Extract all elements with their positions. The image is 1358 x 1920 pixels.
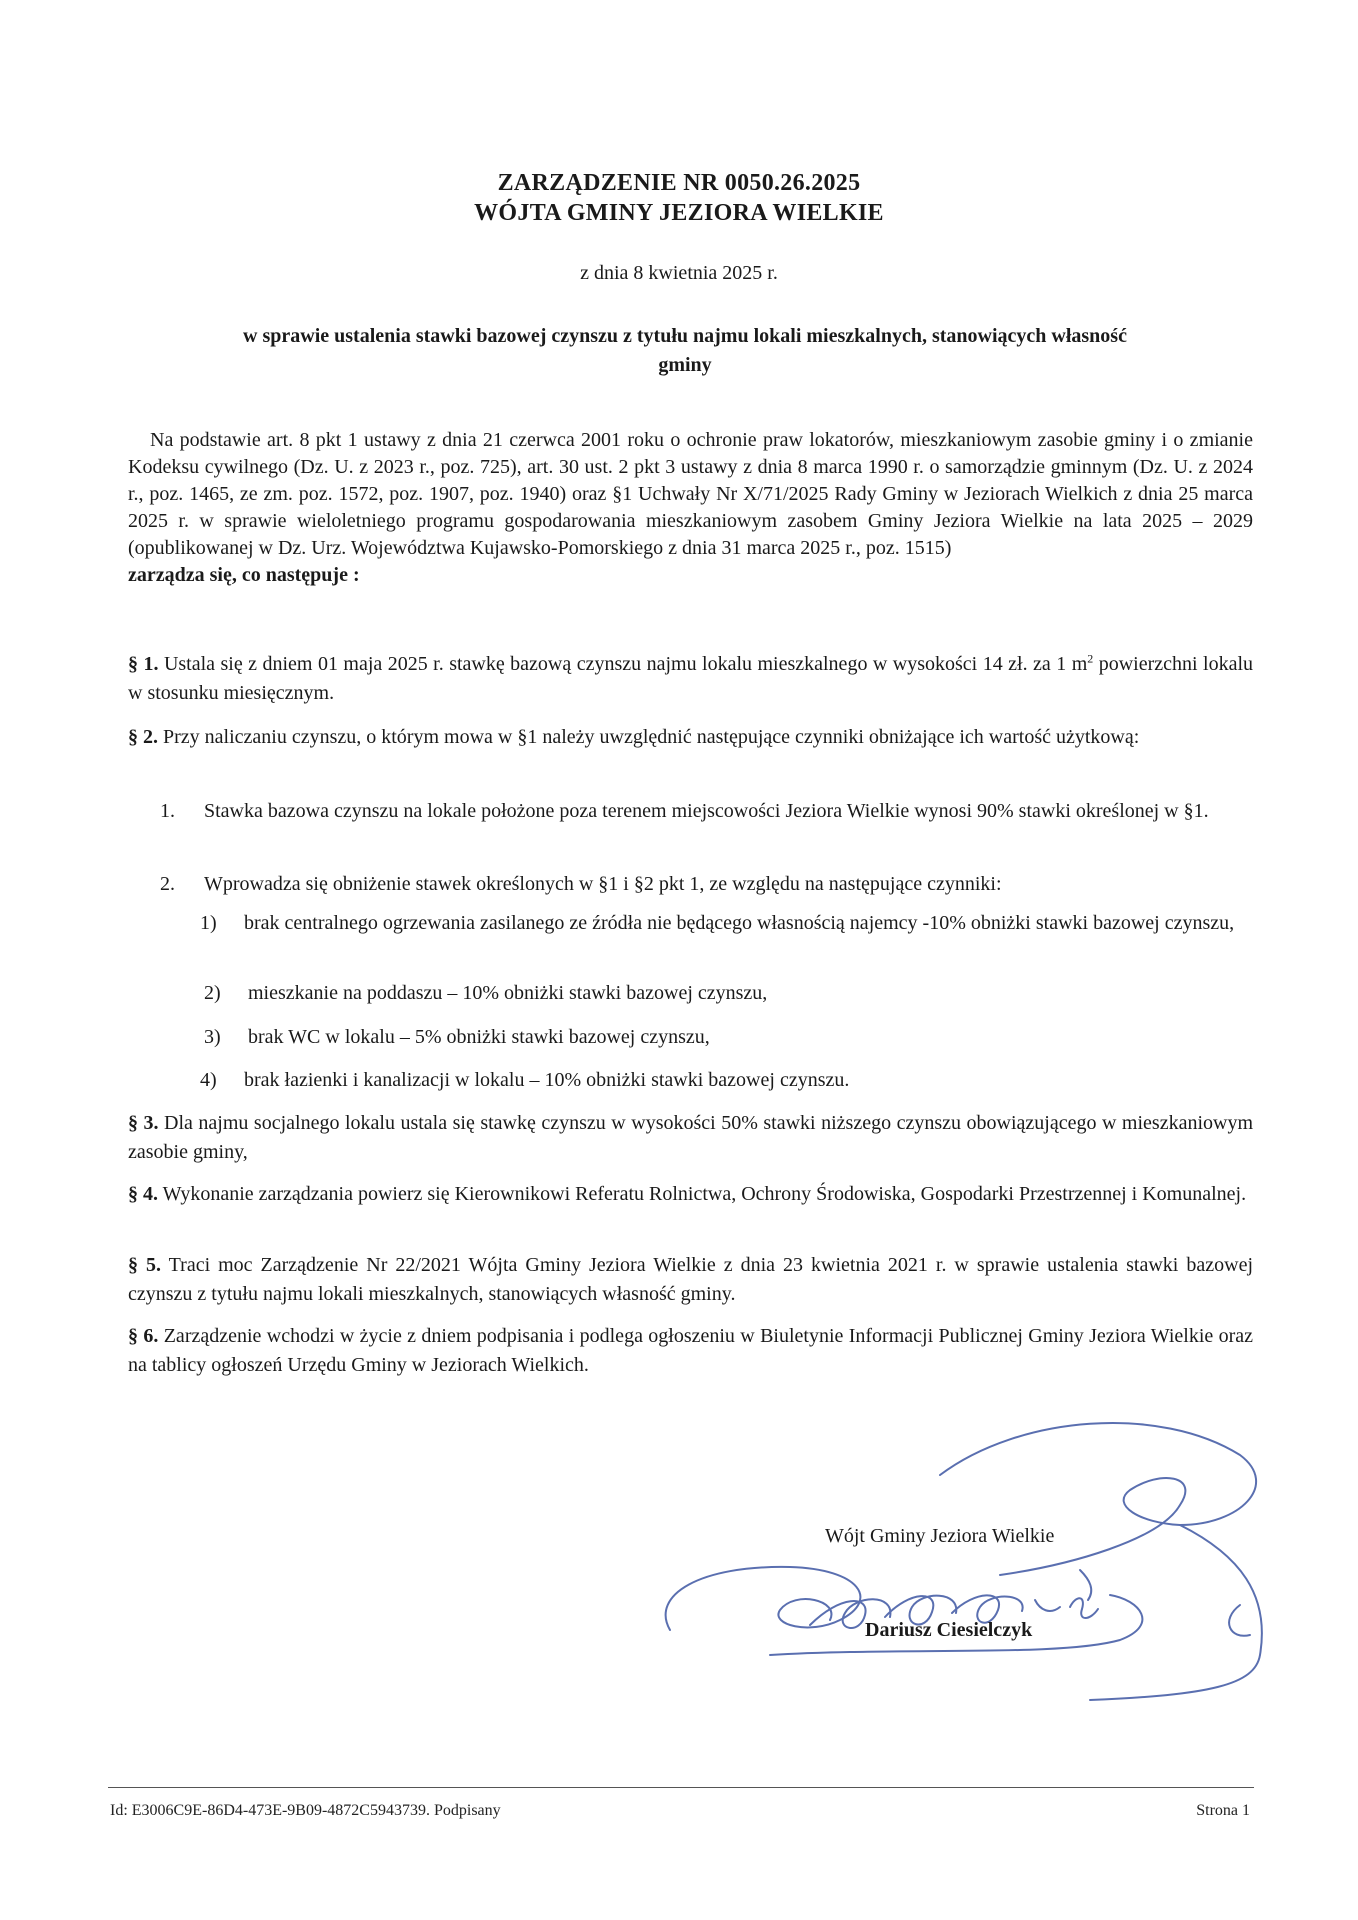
section-2-number: § 2. <box>128 726 158 748</box>
document-title-line2: WÓJTA GMINY JEZIORA WIELKIE <box>474 200 884 226</box>
section-1-text-a: Ustala się z dniem 01 maja 2025 r. stawkę bazową czynszu najmu lokalu mieszkalnego w wysokości 14 zł. za 1 m <box>163 653 1088 675</box>
document-date: z dnia 8 kwietnia 2025 r. <box>580 262 778 284</box>
section-6 <box>128 1322 1253 1380</box>
preamble-decision: zarządza się, co następuje : <box>128 564 360 586</box>
sub-list-item <box>200 1066 1254 1095</box>
section-1-superscript: 2 <box>1087 651 1094 666</box>
sub-list-item <box>204 979 1254 1008</box>
list-item <box>160 797 1254 826</box>
sub-list-item-text: mieszkanie na poddaszu – 10% obniżki stawki bazowej czynszu, <box>248 982 768 1004</box>
section-5-number: § 5. <box>128 1254 161 1276</box>
section-3-number: § 3. <box>128 1112 159 1134</box>
preamble-text <box>128 427 1253 562</box>
sub-list-item-text: brak łazienki i kanalizacji w lokalu – 10% obniżki stawki bazowej czynszu. <box>244 1069 850 1091</box>
document-subject <box>130 322 1240 380</box>
subject-line2: gminy <box>658 354 712 376</box>
section-4-number: § 4. <box>128 1183 158 1205</box>
footer-divider <box>108 1787 1254 1788</box>
section-4 <box>128 1180 1253 1209</box>
document-title-line1: ZARZĄDZENIE NR 0050.26.2025 <box>497 170 861 196</box>
page-number: Strona 1 <box>1196 1802 1250 1819</box>
section-5-text: Traci moc Zarządzenie Nr 22/2021 Wójta Gminy Jeziora Wielkie z dnia 23 kwietnia 2021 r. w sprawie ustalenia stawki bazowej czynszu z tytułu najmu lokali mieszkalnych, stanowiących własność gminy. <box>128 1254 1253 1305</box>
section-1 <box>128 650 1253 708</box>
list-item-text: Wprowadza się obniżenie stawek określonych w §1 i §2 pkt 1, ze względu na następujące czynniki: <box>204 873 1002 895</box>
sub-list-item-marker: 4) <box>200 1069 217 1091</box>
section-3 <box>128 1109 1253 1167</box>
list-item-marker: 2. <box>160 873 175 895</box>
list-item-text: Stawka bazowa czynszu na lokale położone poza terenem miejscowości Jeziora Wielkie wynosi 90% stawki określonej w §1. <box>204 800 1209 822</box>
section-1-number: § 1. <box>128 653 159 675</box>
signatory-role: Wójt Gminy Jeziora Wielkie <box>825 1525 1055 1547</box>
sub-list-item-marker: 3) <box>204 1026 221 1048</box>
signatory-name: Dariusz Ciesielczyk <box>865 1619 1033 1641</box>
section-2-text: Przy naliczaniu czynszu, o którym mowa w §1 należy uwzględnić następujące czynniki obniżające ich wartość użytkową: <box>163 726 1140 748</box>
section-3-text: Dla najmu socjalnego lokalu ustala się stawkę czynszu w wysokości 50% stawki niższego czynszu obowiązującego w mieszkaniowym zasobie gminy, <box>128 1112 1254 1163</box>
sub-list-item-text: brak centralnego ogrzewania zasilanego ze źródła nie będącego własnością najemcy -10% obniżki stawki bazowej czynszu, <box>244 912 1235 934</box>
preamble <box>128 427 1253 589</box>
section-6-number: § 6. <box>128 1325 159 1347</box>
section-1-text-b: powierzchni lokalu w stosunku miesięcznym. <box>128 653 1254 704</box>
section-4-text: Wykonanie zarządzania powierz się Kierownikowi Referatu Rolnictwa, Ochrony Środowiska, Gospodarki Przestrzennej i Komunalnej. <box>162 1183 1247 1205</box>
sub-list-item <box>204 1023 1254 1052</box>
preamble-legal-basis: Na podstawie art. 8 pkt 1 ustawy z dnia 21 czerwca 2001 roku o ochronie praw lokatorów, mieszkaniowym zasobie gminy i o zmianie Kodeksu cywilnego (Dz. U. z 2023 r., poz. 725), art. 30 ust. 2 pkt 3 ustawy z dnia 8 marca 1990 r. o samorządzie gminnym (Dz. U. z 2024 r., poz. 1465, ze zm. poz. 1572, poz. 1907, poz. 1940) oraz §1 Uchwały Nr X/71/2025 Rady Gminy w Jeziorach Wielkich z dnia 25 marca 2025 r. w sprawie wieloletniego programu gospodarowania mieszkaniowym zasobem Gminy Jeziora Wielkie na lata 2025 – 2029 (opublikowanej w Dz. Urz. Województwa Kujawsko-Pomorskiego z dnia 31 marca 2025 r., poz. 1515) <box>128 429 1253 559</box>
section-6-text: Zarządzenie wchodzi w życie z dniem podpisania i podlega ogłoszeniu w Biuletynie Informacji Publicznej Gminy Jeziora Wielkie oraz na tablicy ogłoszeń Urzędu Gminy w Jeziorach Wielkich. <box>128 1325 1254 1376</box>
section-5 <box>128 1251 1253 1309</box>
sub-list-item-marker: 1) <box>200 912 217 934</box>
list-item-marker: 1. <box>160 800 175 822</box>
list-item <box>160 870 1254 899</box>
sub-list-item <box>200 909 1254 938</box>
document-id: Id: E3006C9E-86D4-473E-9B09-4872C5943739. Podpisany <box>110 1802 501 1819</box>
subject-line1: w sprawie ustalenia stawki bazowej czynszu z tytułu najmu lokali mieszkalnych, stanowiących własność <box>243 325 1127 347</box>
sub-list-item-marker: 2) <box>204 982 221 1004</box>
handwritten-signature <box>640 1395 1280 1725</box>
sub-list-item-text: brak WC w lokalu – 5% obniżki stawki bazowej czynszu, <box>248 1026 710 1048</box>
section-2 <box>128 723 1253 752</box>
